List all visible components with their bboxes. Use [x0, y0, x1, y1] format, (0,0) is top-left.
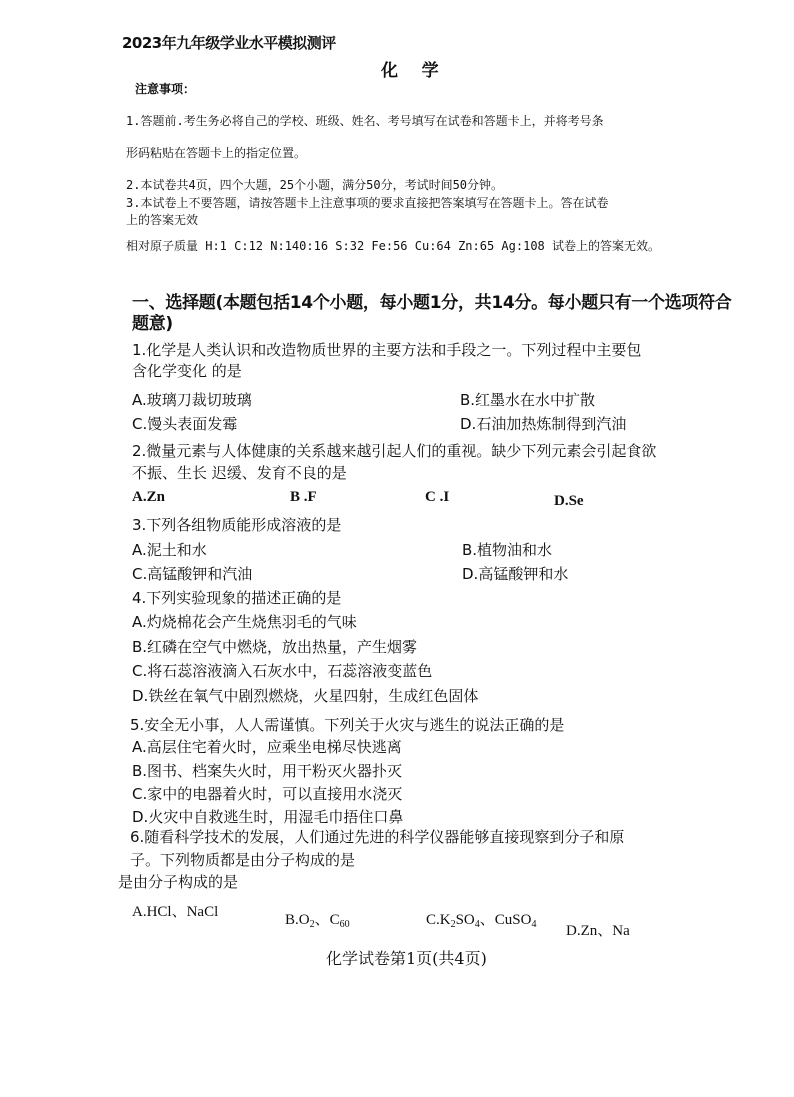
- q4-option-d: D.铁丝在氧气中剧烈燃烧，火星四射，生成红色固体: [132, 687, 479, 705]
- q6-stem: 6.随看科学技术的发展，人们通过先进的科学仪器能够直接现察到分子和原: [130, 828, 625, 846]
- q4-option-c: C.将石蕊溶液滴入石灰水中，石蕊溶液变蓝色: [132, 662, 433, 680]
- q1-option-d: D.石油加热炼制得到汽油: [460, 415, 627, 433]
- note-line-1b: 形码粘贴在答题卡上的指定位置。: [126, 146, 307, 160]
- q6-option-b: $B.O_2$、$C_{60}$: [285, 912, 350, 930]
- notes-heading: 注意事项：: [135, 82, 196, 96]
- q6-stem-cont: 子。下列物质都是由分子构成的是: [130, 851, 356, 869]
- q6-option-c: $C.K_2SO_4$、CuSO$_4$: [426, 912, 537, 930]
- section1-title-cont: 题意): [132, 314, 173, 334]
- q2-option-c: C .I: [425, 489, 450, 505]
- atomic-masses: 相对原子质量 H:1 C:12 N:140:16 S:32 Fe:56 Cu:64 Zn:65 Ag:108 试卷上的答案无效。: [126, 239, 661, 253]
- exam-title: 2023年九年级学业水平模拟测评: [122, 34, 336, 52]
- q2-stem: 2.微量元素与人体健康的关系越来越引起人们的重视。缺少下列元素会引起食欲: [132, 442, 657, 460]
- q2-stem-cont: 不振、生长 迟缓、发育不良的是: [132, 464, 347, 482]
- q6-option-a: A.HCl、NaCl: [132, 904, 219, 920]
- q5-option-c: C.家中的电器着火时，可以直接用水浇灭: [132, 785, 403, 803]
- q3-stem: 3.下列各组物质能形成溶液的是: [132, 516, 342, 534]
- q1-option-b: B.红墨水在水中扩散: [460, 391, 596, 409]
- q6-option-d: D.Zn、Na: [566, 923, 630, 939]
- q2-option-a: A.Zn: [132, 489, 165, 505]
- note-line-1: 1.答题前.考生务必将自己的学校、班级、姓名、考号填写在试卷和答题卡上，并将考号条: [126, 114, 604, 128]
- q3-option-a: A.泥土和水: [132, 541, 207, 559]
- page-footer: 化学试卷第1页(共4页): [326, 949, 487, 968]
- q5-stem: 5.安全无小事，人人需谨慎。下列关于火灾与逃生的说法正确的是: [130, 716, 565, 734]
- q3-option-d: D.高锰酸钾和水: [462, 565, 569, 583]
- q1-option-c: C.馒头表面发霉: [132, 415, 238, 433]
- section1-title: 一、选择题(本题包括14个小题，每小题1分，共14分。每小题只有一个选项符合: [132, 293, 732, 313]
- q5-option-a: A.高层住宅着火时，应乘坐电梯尽快逃离: [132, 738, 402, 756]
- q3-option-b: B.植物油和水: [462, 541, 553, 559]
- q2-option-d: D.Se: [554, 493, 584, 509]
- note-line-3: 3.本试卷上不要答题，请按答题卡上注意事项的要求直接把答案填写在答题卡上。答在试卷: [126, 196, 609, 210]
- q1-stem: 1.化学是人类认识和改造物质世界的主要方法和手段之一。下列过程中主要包: [132, 341, 642, 359]
- q4-stem: 4.下列实验现象的描述正确的是: [132, 589, 342, 607]
- note-line-3b: 上的答案无效: [126, 213, 199, 227]
- q2-option-b: B .F: [290, 489, 317, 505]
- note-line-2: 2.本试卷共4页，四个大题，25个小题，满分50分，考试时间50分钟。: [126, 178, 504, 192]
- q5-option-d: D.火灾中自救逃生时，用湿毛巾捂住口鼻: [132, 808, 404, 826]
- q5-option-b: B.图书、档案失火时，用干粉灭火器扑灭: [132, 762, 403, 780]
- q6-stem-repeat: 是由分子构成的是: [118, 873, 239, 891]
- q4-option-a: A.灼烧棉花会产生烧焦羽毛的气味: [132, 613, 357, 631]
- q4-option-b: B.红磷在空气中燃烧，放出热量，产生烟雾: [132, 638, 418, 656]
- q3-option-c: C.高锰酸钾和汽油: [132, 565, 253, 583]
- q1-stem-cont: 含化学变化 的是: [132, 362, 242, 380]
- q1-option-a: A.玻璃刀裁切玻璃: [132, 391, 252, 409]
- subject-title: 化 学: [381, 61, 439, 81]
